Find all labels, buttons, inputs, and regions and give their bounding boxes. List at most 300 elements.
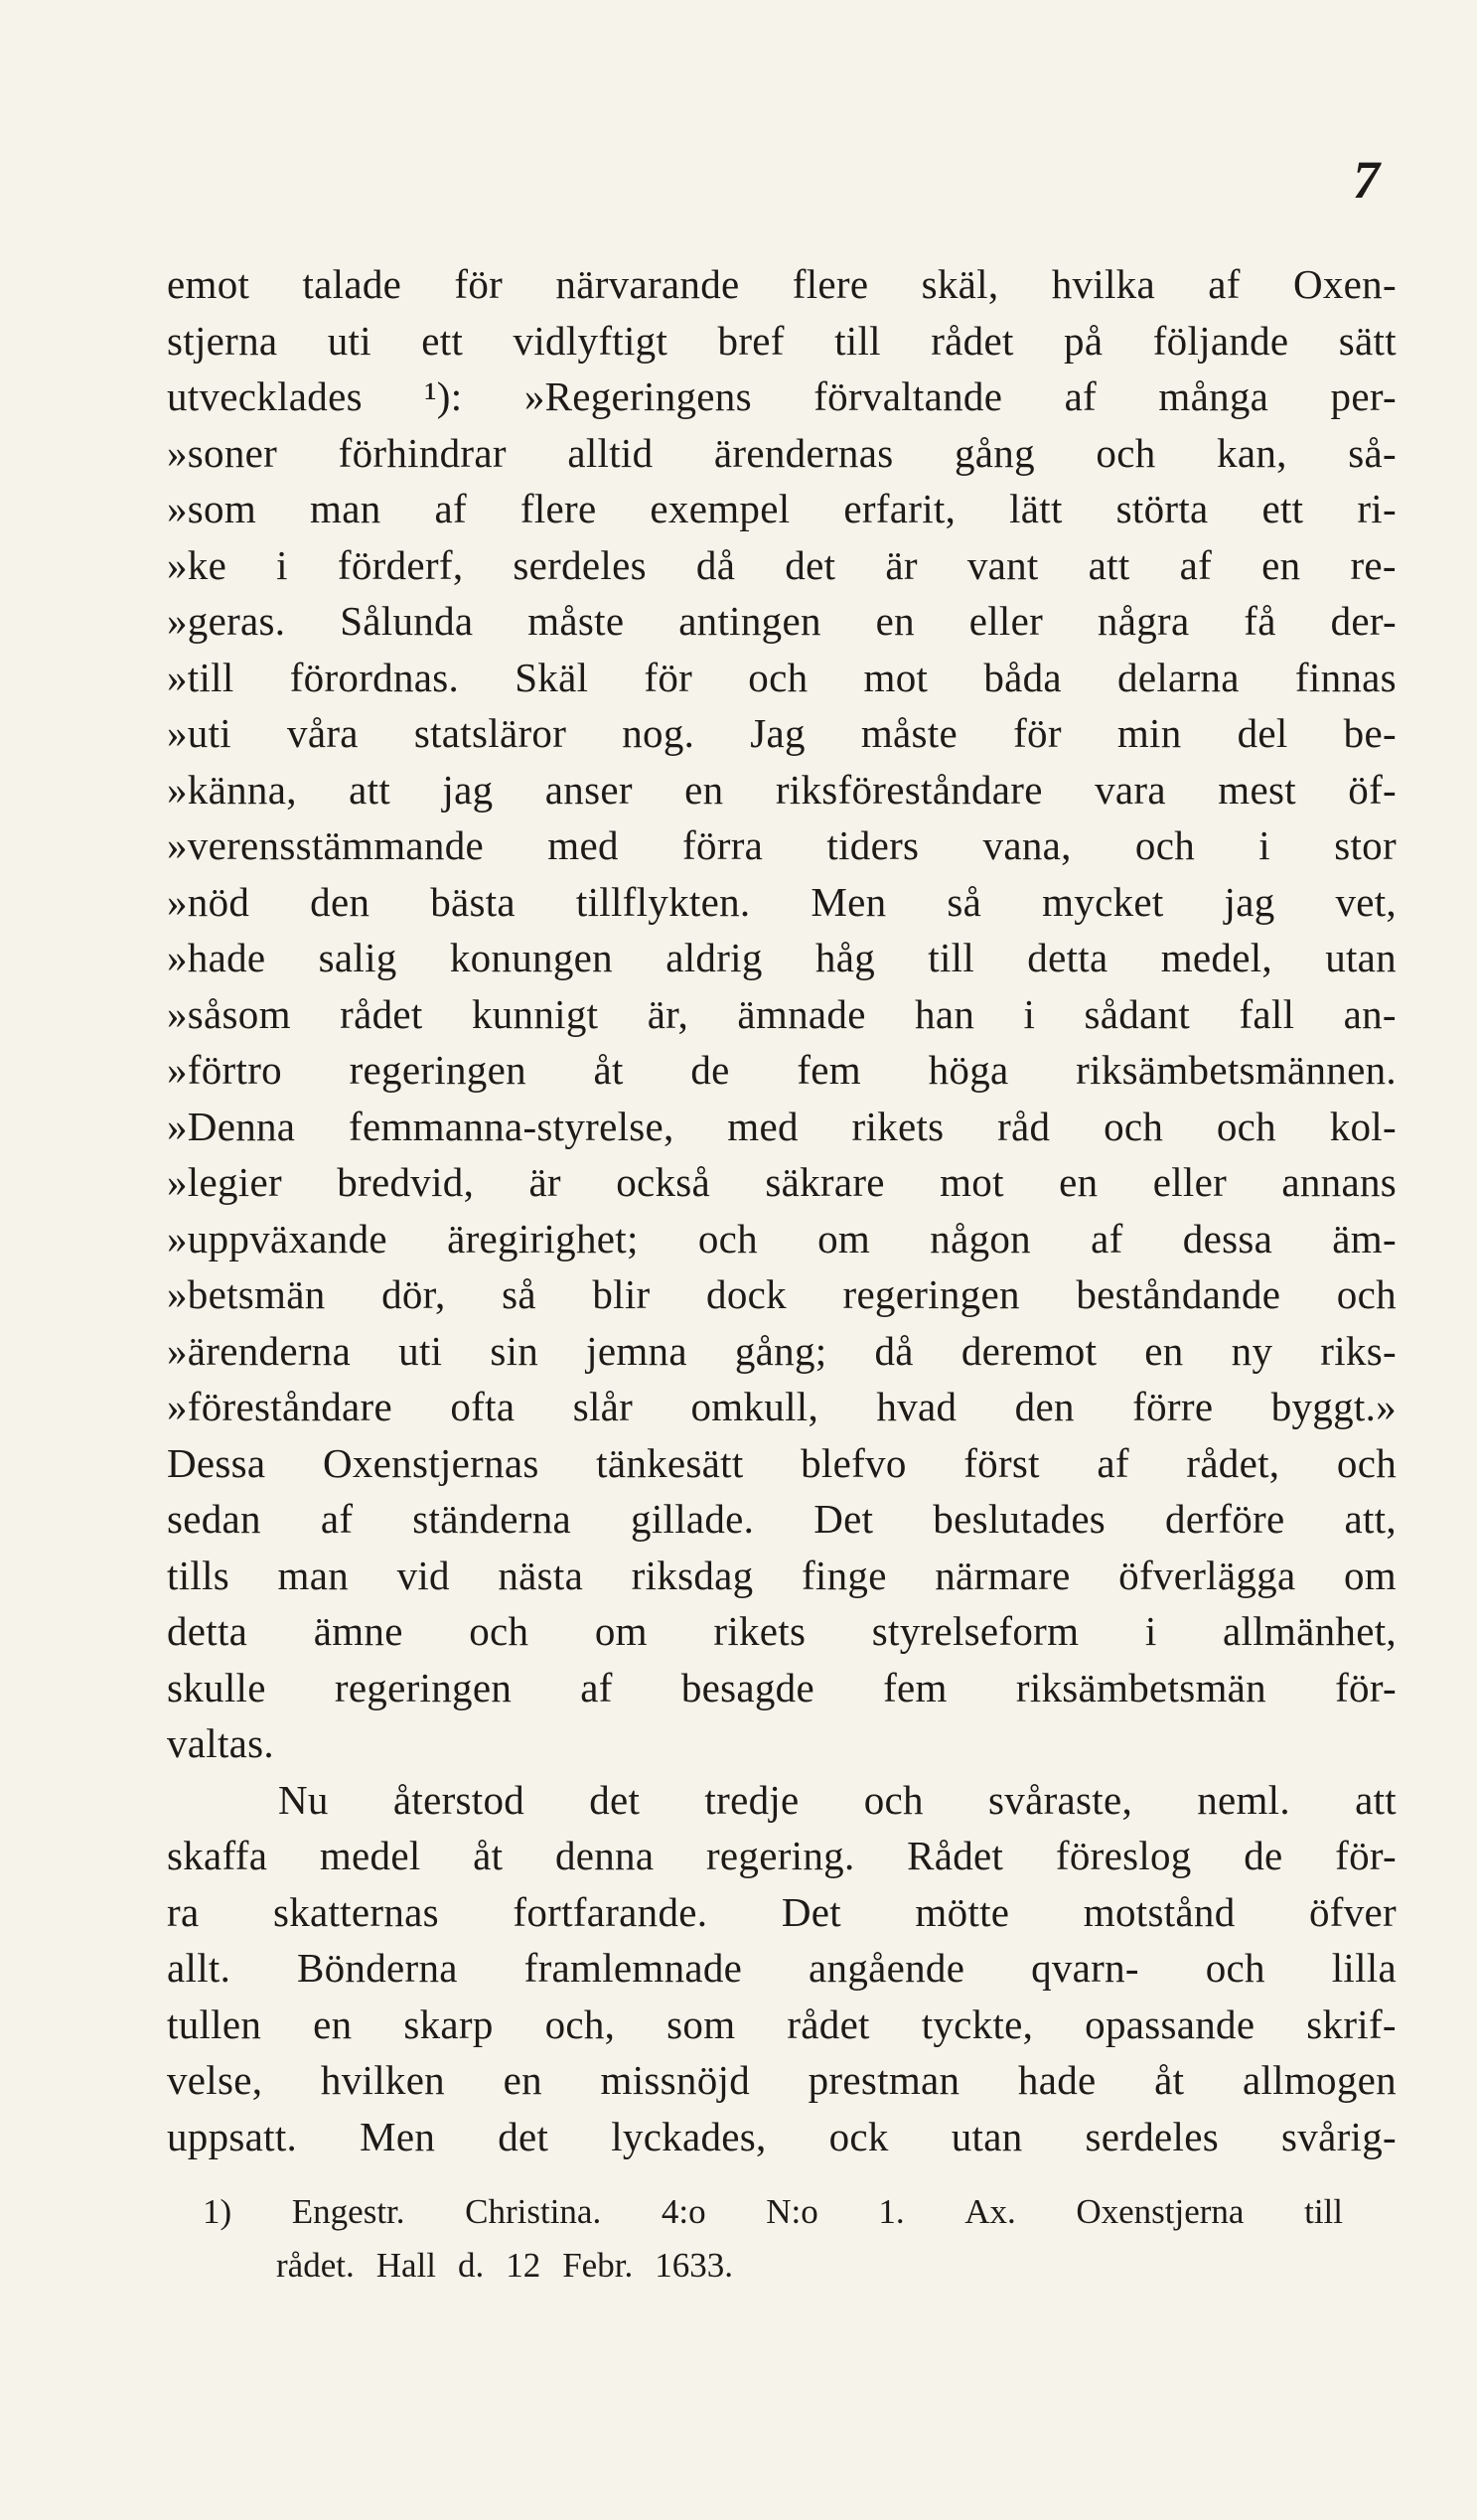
word: med (727, 1103, 799, 1149)
word: Febr. (562, 2246, 634, 2285)
word: salig (318, 935, 397, 980)
word: beslutades (933, 1496, 1107, 1542)
word: han (915, 990, 975, 1037)
word: mot (863, 654, 929, 700)
word: Nu (278, 1776, 329, 1823)
word: alltid (567, 429, 654, 476)
text-line (167, 1660, 1397, 1716)
word: skarp (403, 2001, 494, 2047)
word: neml. (1197, 1776, 1290, 1823)
word: fortfarande. (513, 1888, 708, 1935)
word: åt (1154, 2057, 1185, 2103)
word: med (547, 822, 619, 868)
word: »uppväxande (167, 1215, 387, 1261)
word: regering. (705, 1833, 855, 1878)
word: få (1244, 598, 1276, 644)
word: »ke (167, 541, 227, 588)
word: allt. (167, 1945, 231, 1991)
word: riksämbetsmän (1015, 1664, 1266, 1710)
word: man (277, 1552, 350, 1598)
text-line (167, 930, 1397, 986)
word: kunnigt (471, 990, 599, 1037)
word: i (276, 541, 288, 588)
word: af (434, 486, 467, 531)
word: konungen (449, 935, 613, 980)
word: öfver (1308, 1888, 1397, 1935)
word: om (817, 1215, 871, 1261)
word: »såsom (167, 990, 291, 1037)
word: stor (1334, 822, 1397, 868)
word: mot (940, 1159, 1004, 1205)
word: »soner (167, 429, 278, 476)
word: af (1097, 1439, 1129, 1486)
word: exempel (650, 486, 791, 531)
text-line (167, 1435, 1397, 1492)
word: hade (1017, 2057, 1097, 2103)
word: man (310, 486, 381, 531)
word: måste (527, 598, 625, 644)
word: och (1205, 1945, 1265, 1991)
word: störta (1115, 486, 1209, 531)
word: bästa (430, 878, 516, 925)
word: bredvid, (337, 1159, 475, 1205)
footnotes (203, 2185, 1343, 2293)
word: föreslog (1055, 1833, 1192, 1878)
word: många (1158, 373, 1269, 419)
word: säkrare (765, 1159, 885, 1205)
word: gillade. (631, 1496, 755, 1542)
text-line (167, 593, 1397, 650)
word: hvad (876, 1384, 958, 1429)
word: 4:o (661, 2192, 706, 2231)
word: medel (319, 1833, 421, 1878)
word: mycket (1042, 878, 1164, 925)
word: är, (647, 990, 689, 1037)
text-line (167, 2109, 1397, 2165)
text-line (167, 1491, 1397, 1548)
word: 1) (203, 2192, 232, 2231)
word: först (963, 1439, 1040, 1486)
word: förre (1132, 1384, 1214, 1429)
word: om (594, 1608, 648, 1654)
word: af (1208, 261, 1241, 307)
word: de (690, 1047, 730, 1093)
word: ständerna (412, 1496, 572, 1542)
word: allmogen (1242, 2057, 1397, 2103)
word: utan (1325, 935, 1397, 980)
word: gång (955, 429, 1035, 476)
text-line (167, 369, 1397, 425)
word: tyckte, (921, 2001, 1034, 2047)
text-line (167, 1099, 1397, 1155)
word: måste (860, 710, 958, 756)
word: äregirighet; (447, 1215, 639, 1261)
text-line (167, 1715, 1397, 1772)
word: byggt.» (1270, 1384, 1397, 1429)
word: i (1023, 990, 1036, 1037)
word: öfverlägga (1118, 1552, 1296, 1598)
word: våra (287, 710, 359, 756)
word: regeringen (842, 1271, 1020, 1317)
word: qvarn- (1031, 1945, 1139, 1991)
word: sätt (1338, 317, 1397, 364)
text-line (167, 1772, 1397, 1829)
word: rådet. (276, 2246, 355, 2285)
word: rådet (340, 990, 423, 1037)
word: höga (928, 1047, 1009, 1093)
word: det (785, 541, 836, 588)
word: »geras. (167, 598, 286, 644)
word: d. (457, 2246, 485, 2285)
word: till (1304, 2192, 1343, 2231)
word: också (616, 1159, 711, 1205)
word: lilla (1331, 1945, 1397, 1991)
word: skäl, (921, 261, 999, 307)
word: »till (167, 654, 234, 700)
word: en (875, 598, 915, 644)
word: »ärenderna (167, 1327, 352, 1374)
word: Rådet (907, 1833, 1004, 1878)
word: rikets (851, 1103, 945, 1149)
word: omkull, (690, 1384, 819, 1429)
word: antingen (678, 598, 821, 644)
word: svårig- (1281, 2113, 1397, 2159)
text-line (167, 1548, 1397, 1604)
word: mötte (915, 1888, 1010, 1935)
word: vara (1095, 766, 1166, 813)
word: tills (167, 1552, 230, 1598)
word: och (1336, 1439, 1397, 1486)
word: serdeles (1085, 2113, 1219, 2159)
word: Oxenstjerna (1076, 2192, 1245, 2231)
word: sin (490, 1327, 539, 1374)
word: re- (1350, 541, 1397, 588)
word: att (1355, 1776, 1397, 1823)
word: tredje (704, 1776, 800, 1823)
text-line (167, 705, 1397, 762)
word: gång; (734, 1327, 827, 1374)
word: en (503, 2057, 542, 2103)
word: håg (814, 935, 875, 980)
word: vant (966, 541, 1039, 588)
word: eller (968, 598, 1044, 644)
word: för- (1335, 1833, 1397, 1878)
word: och (1216, 1103, 1276, 1149)
text-line (167, 2052, 1397, 2109)
word: »betsmän (167, 1271, 326, 1317)
word: ¹): (424, 373, 463, 419)
word: 1633. (655, 2246, 733, 2285)
word: eller (1152, 1159, 1228, 1205)
word: skatternas (272, 1888, 439, 1935)
word: flere (792, 261, 869, 307)
text-line (167, 1042, 1397, 1099)
word: för (1013, 710, 1062, 756)
word: riksämbetsmännen. (1076, 1047, 1397, 1093)
word: utan (951, 2113, 1023, 2159)
word: att, (1344, 1496, 1397, 1542)
word: besagde (680, 1664, 814, 1710)
word: förra (682, 822, 764, 868)
word: 1. (878, 2192, 905, 2231)
word: serdeles (513, 541, 647, 588)
word: råd (997, 1103, 1051, 1149)
word: och (748, 654, 809, 700)
word: per- (1330, 373, 1397, 419)
word: opassande (1085, 2001, 1255, 2047)
word: Ax. (964, 2192, 1016, 2231)
word: jag (442, 766, 494, 813)
word: vidlyftigt (513, 317, 668, 364)
word: »förtro (167, 1047, 282, 1093)
word: slår (572, 1384, 634, 1429)
word: vana, (982, 822, 1072, 868)
word: uppsatt. (167, 2113, 298, 2159)
word: jag (1224, 878, 1275, 925)
word: blir (592, 1271, 651, 1317)
word: till (928, 935, 975, 980)
word: Men (360, 2113, 436, 2159)
text-line (167, 1266, 1397, 1323)
word: ra (167, 1888, 200, 1935)
word: vid (396, 1552, 450, 1598)
word: motstånd (1083, 1888, 1236, 1935)
word: att (1088, 541, 1130, 588)
text-line (167, 1211, 1397, 1267)
word: ämnade (737, 990, 866, 1037)
word: för (454, 261, 504, 307)
word: regeringen (349, 1047, 526, 1093)
word: missnöjd (600, 2057, 751, 2103)
word: en (1261, 541, 1301, 588)
word: af (320, 1496, 354, 1542)
body-text (167, 256, 1397, 2164)
word: emot (167, 261, 250, 307)
word: som (666, 2001, 736, 2047)
word: ny (1231, 1327, 1273, 1374)
word: hvilken (320, 2057, 445, 2103)
word: de (1244, 1833, 1283, 1878)
word: be- (1343, 710, 1397, 756)
word: fall (1239, 990, 1295, 1037)
text-line (167, 425, 1397, 482)
word: tiders (826, 822, 920, 868)
word: så- (1348, 429, 1397, 476)
footnote-line (203, 2239, 1343, 2293)
word: åt (593, 1047, 624, 1093)
text-line (167, 1940, 1397, 1997)
word: af (1064, 373, 1098, 419)
word: om (1343, 1552, 1397, 1598)
word: »nöd (167, 878, 250, 925)
word: Dessa (167, 1439, 266, 1486)
word: ofta (450, 1384, 516, 1429)
word: följande (1152, 317, 1289, 364)
word: förordnas. (289, 654, 460, 700)
word: finge (801, 1552, 887, 1598)
word: för- (1335, 1664, 1397, 1710)
word: en (1144, 1327, 1184, 1374)
word: är (528, 1159, 561, 1205)
word: regeringen (334, 1664, 513, 1710)
word: deremot (960, 1327, 1098, 1374)
word: och (1096, 429, 1156, 476)
word: flere (519, 486, 597, 531)
word: den (310, 878, 370, 925)
word: då (695, 541, 736, 588)
word: framlemnade (523, 1945, 743, 1991)
word: till (834, 317, 881, 364)
word: detta (1027, 935, 1108, 980)
word: och (1134, 822, 1196, 868)
word: stjerna (167, 317, 278, 364)
word: talade (302, 261, 402, 307)
word: sedan (167, 1496, 261, 1542)
word: delarna (1117, 654, 1240, 700)
word: uti (398, 1327, 443, 1374)
word: och (1104, 1103, 1164, 1149)
word: närvarande (555, 261, 740, 307)
word: skulle (167, 1664, 266, 1710)
word: dör, (381, 1271, 446, 1317)
word: »verensstämmande (167, 822, 485, 868)
word: »känna, (167, 766, 297, 813)
word: förhindrar (338, 429, 507, 476)
word: utvecklades (167, 373, 363, 419)
word: för (644, 654, 693, 700)
word: 12 (506, 2246, 541, 2285)
word: Det (781, 1888, 841, 1935)
word: det (589, 1776, 641, 1823)
word: Oxen- (1292, 261, 1397, 307)
word: rådet (787, 2001, 870, 2047)
page-number: 7 (1353, 150, 1380, 210)
word: beståndande (1076, 1271, 1281, 1317)
word: derföre (1165, 1496, 1285, 1542)
text-line (167, 1884, 1397, 1941)
word: der- (1330, 598, 1397, 644)
word: en (1059, 1159, 1099, 1205)
word: finnas (1294, 654, 1397, 700)
word: tullen (167, 2001, 262, 2047)
word: hvilka (1051, 261, 1155, 307)
word: i (1258, 822, 1270, 868)
word: blefvo (801, 1439, 907, 1486)
text-line (167, 1997, 1397, 2053)
word: af (1091, 1215, 1123, 1261)
footnote-line (203, 2185, 1343, 2239)
word: skrif- (1306, 2001, 1397, 2047)
word: detta (167, 1608, 248, 1654)
word: lyckades, (611, 2113, 767, 2159)
word: kol- (1329, 1103, 1397, 1149)
word: ett (1261, 486, 1304, 531)
text-line (167, 650, 1397, 706)
word: ett (421, 317, 464, 364)
word: svåraste, (988, 1776, 1133, 1823)
word: statsläror (413, 710, 567, 756)
word: ämne (313, 1608, 403, 1654)
word: rådet (931, 317, 1014, 364)
word: och (1336, 1271, 1397, 1317)
word: nästa (498, 1552, 584, 1598)
word: »Regeringens (523, 373, 752, 419)
word: så (502, 1271, 536, 1317)
word: anser (544, 766, 633, 813)
word: kan, (1217, 429, 1287, 476)
word: närmare (935, 1552, 1071, 1598)
word: uti (327, 317, 371, 364)
word: förvaltande (813, 373, 1003, 419)
word: Det (813, 1496, 874, 1542)
word: och (863, 1776, 924, 1823)
word: Engestr. (291, 2192, 405, 2231)
word: valtas. (167, 1720, 274, 1766)
word: »hade (167, 935, 266, 980)
word: del (1237, 710, 1288, 756)
word: allmänhet, (1223, 1608, 1397, 1654)
word: Jag (750, 710, 806, 756)
word: N:o (766, 2192, 818, 2231)
word: förderf, (337, 541, 464, 588)
word: vet, (1335, 878, 1397, 925)
word: riks- (1320, 1327, 1397, 1374)
word: sådant (1084, 990, 1191, 1037)
text-line (167, 537, 1397, 594)
word: mest (1218, 766, 1296, 813)
word: »föreståndare (167, 1384, 392, 1429)
word: riksföreståndare (775, 766, 1043, 813)
word: aldrig (665, 935, 763, 980)
word: annans (1281, 1159, 1397, 1205)
text-line (167, 986, 1397, 1043)
word: erfarit, (843, 486, 957, 531)
word: Sålunda (340, 598, 474, 644)
word: Oxenstjernas (322, 1439, 539, 1486)
word: min (1116, 710, 1182, 756)
word: ock (828, 2113, 889, 2159)
word: den (1014, 1384, 1075, 1429)
word: an- (1343, 990, 1397, 1037)
word: någon (930, 1215, 1031, 1261)
word: »uti (167, 710, 231, 756)
text-line (167, 256, 1397, 313)
word: i (1144, 1608, 1157, 1654)
word: nog. (622, 710, 695, 756)
text-line (167, 313, 1397, 370)
text-line (167, 817, 1397, 874)
word: en (313, 2001, 353, 2047)
word: Christina. (465, 2192, 602, 2231)
word: medel, (1160, 935, 1272, 980)
word: och, (544, 2001, 616, 2047)
word: skaffa (167, 1833, 268, 1878)
word: tänkesätt (596, 1439, 744, 1486)
word: af (1179, 541, 1213, 588)
word: så (947, 878, 982, 925)
word: det (498, 2113, 549, 2159)
text-line (167, 1154, 1397, 1211)
word: en (684, 766, 724, 813)
text-line (167, 874, 1397, 931)
word: dessa (1182, 1215, 1273, 1261)
word: att (349, 766, 391, 813)
word: angående (809, 1945, 965, 1991)
word: dock (706, 1271, 787, 1317)
word: velse, (167, 2057, 263, 2103)
word: återstod (392, 1776, 525, 1823)
word: Hall (375, 2246, 436, 2285)
